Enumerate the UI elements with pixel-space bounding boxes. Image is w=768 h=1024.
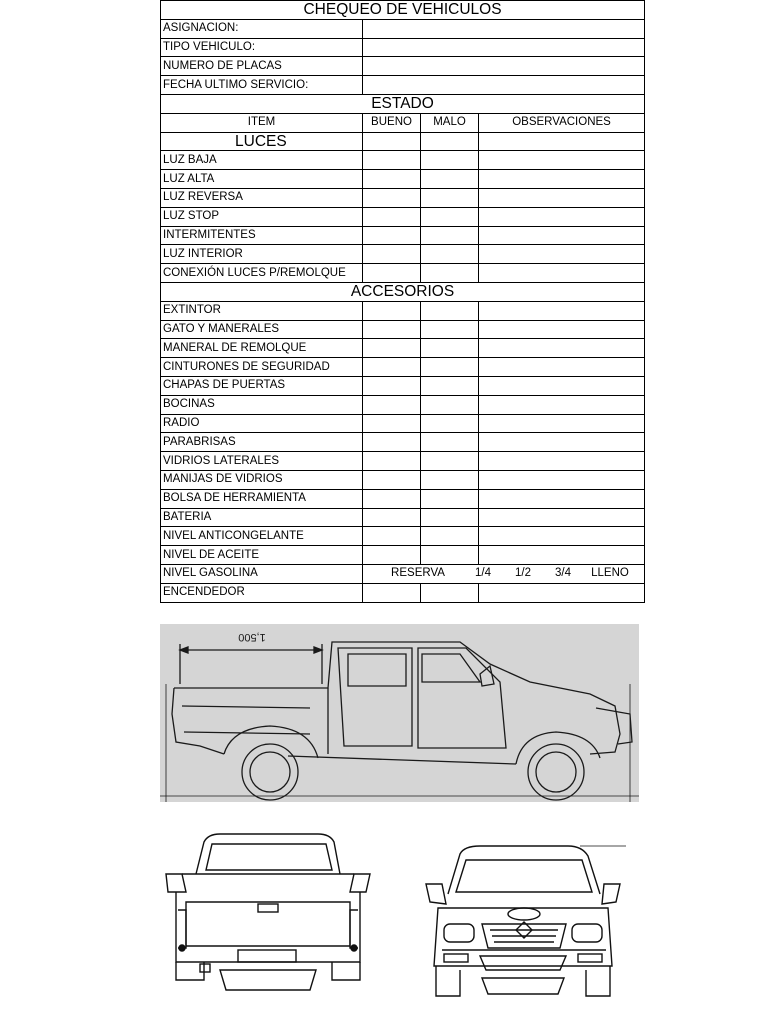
gasolina-row: [161, 564, 645, 583]
info-field-label: FECHA ULTIMO SERVICIO:: [161, 76, 363, 95]
bueno-cell[interactable]: [363, 264, 421, 283]
item-label: CINTURONES DE SEGURIDAD: [161, 358, 363, 377]
bueno-cell[interactable]: [363, 452, 421, 471]
bueno-cell[interactable]: [363, 489, 421, 508]
col-header-bueno: BUENO: [363, 113, 421, 132]
col-header-observaciones: OBSERVACIONES: [479, 113, 645, 132]
check-row: [161, 433, 645, 452]
malo-cell[interactable]: [421, 583, 479, 602]
bueno-cell[interactable]: [363, 508, 421, 527]
check-row: [161, 489, 645, 508]
item-label: NIVEL DE ACEITE: [161, 546, 363, 565]
item-label: LUZ BAJA: [161, 151, 363, 170]
check-row: [161, 376, 645, 395]
check-row: [161, 452, 645, 471]
observaciones-cell[interactable]: [479, 395, 645, 414]
item-label: LUZ REVERSA: [161, 188, 363, 207]
observaciones-cell[interactable]: [479, 226, 645, 245]
item-label: EXTINTOR: [161, 301, 363, 320]
gasolina-label: NIVEL GASOLINA: [161, 564, 363, 583]
malo-cell[interactable]: [421, 226, 479, 245]
observaciones-cell[interactable]: [479, 358, 645, 377]
check-row: [161, 470, 645, 489]
observaciones-cell[interactable]: [479, 151, 645, 170]
observaciones-cell[interactable]: [479, 188, 645, 207]
item-label: MANERAL DE REMOLQUE: [161, 339, 363, 358]
truck-front-view-diagram: [420, 838, 626, 998]
form-title: CHEQUEO DE VEHICULOS: [161, 1, 645, 20]
observaciones-cell[interactable]: [479, 527, 645, 546]
item-label: BATERIA: [161, 508, 363, 527]
bueno-cell[interactable]: [363, 245, 421, 264]
estado-row: [161, 94, 645, 113]
check-row: [161, 527, 645, 546]
item-label: GATO Y MANERALES: [161, 320, 363, 339]
item-label: CHAPAS DE PUERTAS: [161, 376, 363, 395]
check-row: [161, 170, 645, 189]
info-row: [161, 57, 645, 76]
bueno-cell[interactable]: [363, 226, 421, 245]
bueno-cell[interactable]: [363, 207, 421, 226]
info-field-value[interactable]: [363, 38, 645, 57]
info-field-value[interactable]: [363, 57, 645, 76]
bueno-cell[interactable]: [363, 376, 421, 395]
malo-cell[interactable]: [421, 358, 479, 377]
item-label: CONEXIÓN LUCES P/REMOLQUE: [161, 264, 363, 283]
malo-cell[interactable]: [421, 320, 479, 339]
bueno-cell[interactable]: [363, 301, 421, 320]
check-row: [161, 358, 645, 377]
info-field-label: ASIGNACION:: [161, 19, 363, 38]
check-row: [161, 207, 645, 226]
malo-cell[interactable]: [421, 395, 479, 414]
empty-cell: [363, 132, 421, 151]
info-row: [161, 38, 645, 57]
truck-side-view-diagram: [160, 624, 639, 802]
check-row: [161, 301, 645, 320]
empty-cell: [479, 132, 645, 151]
observaciones-cell[interactable]: [479, 508, 645, 527]
luces-heading: LUCES: [161, 132, 363, 151]
check-row: [161, 395, 645, 414]
observaciones-cell[interactable]: [479, 320, 645, 339]
info-row: [161, 19, 645, 38]
gasolina-level-option[interactable]: 1/4: [475, 567, 491, 580]
item-label: MANIJAS DE VIDRIOS: [161, 470, 363, 489]
check-row: [161, 226, 645, 245]
item-label: PARABRISAS: [161, 433, 363, 452]
gasolina-level-option[interactable]: LLENO: [591, 567, 629, 580]
bueno-cell[interactable]: [363, 414, 421, 433]
col-header-item: ITEM: [161, 113, 363, 132]
malo-cell[interactable]: [421, 376, 479, 395]
observaciones-cell[interactable]: [479, 301, 645, 320]
observaciones-cell[interactable]: [479, 376, 645, 395]
observaciones-cell[interactable]: [479, 433, 645, 452]
check-row: [161, 264, 645, 283]
bueno-cell[interactable]: [363, 170, 421, 189]
bueno-cell[interactable]: [363, 339, 421, 358]
observaciones-cell[interactable]: [479, 583, 645, 602]
bueno-cell[interactable]: [363, 527, 421, 546]
bueno-cell[interactable]: [363, 320, 421, 339]
bueno-cell[interactable]: [363, 546, 421, 565]
item-label: BOLSA DE HERRAMIENTA: [161, 489, 363, 508]
gasolina-level-option[interactable]: RESERVA: [391, 567, 445, 580]
observaciones-cell[interactable]: [479, 264, 645, 283]
bueno-cell[interactable]: [363, 395, 421, 414]
check-row: [161, 546, 645, 565]
malo-cell[interactable]: [421, 339, 479, 358]
malo-cell[interactable]: [421, 170, 479, 189]
col-header-malo: MALO: [421, 113, 479, 132]
bueno-cell[interactable]: [363, 188, 421, 207]
malo-cell[interactable]: [421, 470, 479, 489]
observaciones-cell[interactable]: [479, 207, 645, 226]
gasolina-levels: [363, 564, 645, 583]
observaciones-cell[interactable]: [479, 470, 645, 489]
item-label: NIVEL ANTICONGELANTE: [161, 527, 363, 546]
malo-cell[interactable]: [421, 188, 479, 207]
title-row: [161, 1, 645, 20]
check-row: [161, 151, 645, 170]
bueno-cell[interactable]: [363, 470, 421, 489]
bueno-cell[interactable]: [363, 151, 421, 170]
observaciones-cell[interactable]: [479, 546, 645, 565]
accesorios-section-row: [161, 282, 645, 301]
malo-cell[interactable]: [421, 489, 479, 508]
bueno-cell[interactable]: [363, 433, 421, 452]
malo-cell[interactable]: [421, 245, 479, 264]
bueno-cell[interactable]: [363, 583, 421, 602]
malo-cell[interactable]: [421, 414, 479, 433]
info-field-label: NUMERO DE PLACAS: [161, 57, 363, 76]
observaciones-cell[interactable]: [479, 489, 645, 508]
malo-cell[interactable]: [421, 207, 479, 226]
dimension-label: 1,500: [238, 631, 266, 643]
observaciones-cell[interactable]: [479, 339, 645, 358]
truck-rear-view-diagram: [160, 830, 375, 998]
item-label: LUZ ALTA: [161, 170, 363, 189]
malo-cell[interactable]: [421, 508, 479, 527]
check-row: [161, 320, 645, 339]
item-label: RADIO: [161, 414, 363, 433]
observaciones-cell[interactable]: [479, 170, 645, 189]
column-header-row: [161, 113, 645, 132]
info-field-value[interactable]: [363, 76, 645, 95]
malo-cell[interactable]: [421, 264, 479, 283]
observaciones-cell[interactable]: [479, 414, 645, 433]
bueno-cell[interactable]: [363, 358, 421, 377]
malo-cell[interactable]: [421, 452, 479, 471]
luces-section-row: [161, 132, 645, 151]
empty-cell: [421, 132, 479, 151]
malo-cell[interactable]: [421, 546, 479, 565]
check-row: [161, 245, 645, 264]
malo-cell[interactable]: [421, 527, 479, 546]
estado-heading: ESTADO: [161, 94, 645, 113]
malo-cell[interactable]: [421, 151, 479, 170]
check-row: [161, 188, 645, 207]
item-label: LUZ STOP: [161, 207, 363, 226]
item-label: VIDRIOS LATERALES: [161, 452, 363, 471]
check-row: [161, 583, 645, 602]
observaciones-cell[interactable]: [479, 452, 645, 471]
info-field-value[interactable]: [363, 19, 645, 38]
malo-cell[interactable]: [421, 301, 479, 320]
check-row: [161, 414, 645, 433]
item-label: INTERMITENTES: [161, 226, 363, 245]
gasolina-level-option[interactable]: 1/2: [515, 567, 531, 580]
check-row: [161, 508, 645, 527]
accesorios-heading: ACCESORIOS: [161, 282, 645, 301]
vehicle-check-form: [160, 0, 645, 603]
check-row: [161, 339, 645, 358]
info-field-label: TIPO VEHICULO:: [161, 38, 363, 57]
item-label: LUZ INTERIOR: [161, 245, 363, 264]
gasolina-level-option[interactable]: 3/4: [555, 567, 571, 580]
malo-cell[interactable]: [421, 433, 479, 452]
info-row: [161, 76, 645, 95]
item-label: ENCENDEDOR: [161, 583, 363, 602]
item-label: BOCINAS: [161, 395, 363, 414]
observaciones-cell[interactable]: [479, 245, 645, 264]
